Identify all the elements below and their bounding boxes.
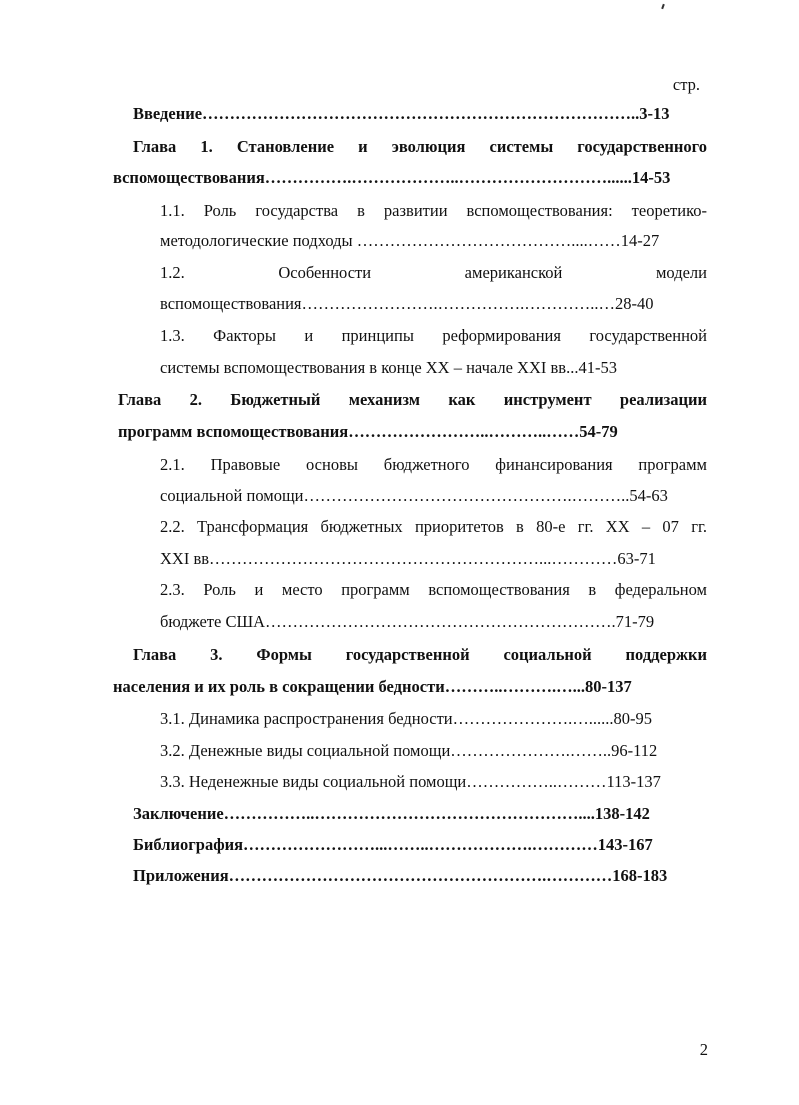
toc-3-1: 3.1. Динамика распространения бедности………………….…......80-95 [160, 709, 652, 728]
toc-2-3-cont: бюджете США……………………………………………………….71-79 [160, 612, 655, 631]
toc-intro: Введение……………………………………………………………………..3-13 [133, 104, 670, 123]
toc-appendices: Приложения………………………………………………….…………168-183 [133, 866, 668, 885]
toc-1-2: 1.2. Особенности американской модели [160, 263, 707, 282]
toc-2-3: 2.3. Роль и место программ вспомоществования в федеральном [160, 580, 707, 599]
toc-3-3: 3.3. Неденежные виды социальной помощи……………..………113-137 [160, 772, 661, 791]
toc-2-2-cont: XXI вв……………………………………………………...…………63-71 [160, 549, 656, 568]
toc-2-1: 2.1. Правовые основы бюджетного финансирования программ [160, 455, 707, 474]
toc-2-1-cont: социальной помощи………………………………………….………..54-63 [160, 486, 668, 505]
page-number: 2 [699, 1040, 708, 1059]
toc-ch3-title: Глава 3. Формы государственной социальной поддержки [133, 645, 707, 664]
toc-2-2: 2.2. Трансформация бюджетных приоритетов в 80-е гг. XX – 07 гг. [160, 517, 707, 536]
toc-bibliography: Библиография……………………...……..……………….…………143-167 [133, 835, 653, 854]
toc-ch3-title-cont: населения и их роль в сокращении бедности………..……….…...80-137 [113, 677, 632, 696]
page-column-label: стр. [672, 75, 700, 94]
toc-ch2-title-cont: программ вспомоществования……………………..………..……54-79 [118, 422, 618, 441]
toc-conclusion: Заключение……………..…………………………………………....138-142 [133, 804, 650, 823]
toc-1-1-cont: методологические подходы …………………………………....……14-27 [160, 231, 660, 250]
scan-mark [661, 4, 665, 9]
toc-1-3-cont: системы вспомоществования в конце XX – начале XXI вв...41-53 [160, 358, 617, 377]
toc-1-3: 1.3. Факторы и принципы реформирования государственной [160, 326, 707, 345]
toc-ch2-title: Глава 2. Бюджетный механизм как инструмент реализации [118, 390, 707, 409]
toc-3-2: 3.2. Денежные виды социальной помощи………………….……..96-112 [160, 741, 658, 760]
toc-1-2-cont: вспомоществования…………………….…………….…………..…28-40 [160, 294, 654, 313]
toc-ch1-title-cont: вспомоществования…………….………………..………………………......14-53 [113, 168, 671, 187]
toc-1-1: 1.1. Роль государства в развитии вспомоществования: теоретико- [160, 201, 707, 220]
toc-ch1-title: Глава 1. Становление и эволюция системы государственного [133, 137, 707, 156]
